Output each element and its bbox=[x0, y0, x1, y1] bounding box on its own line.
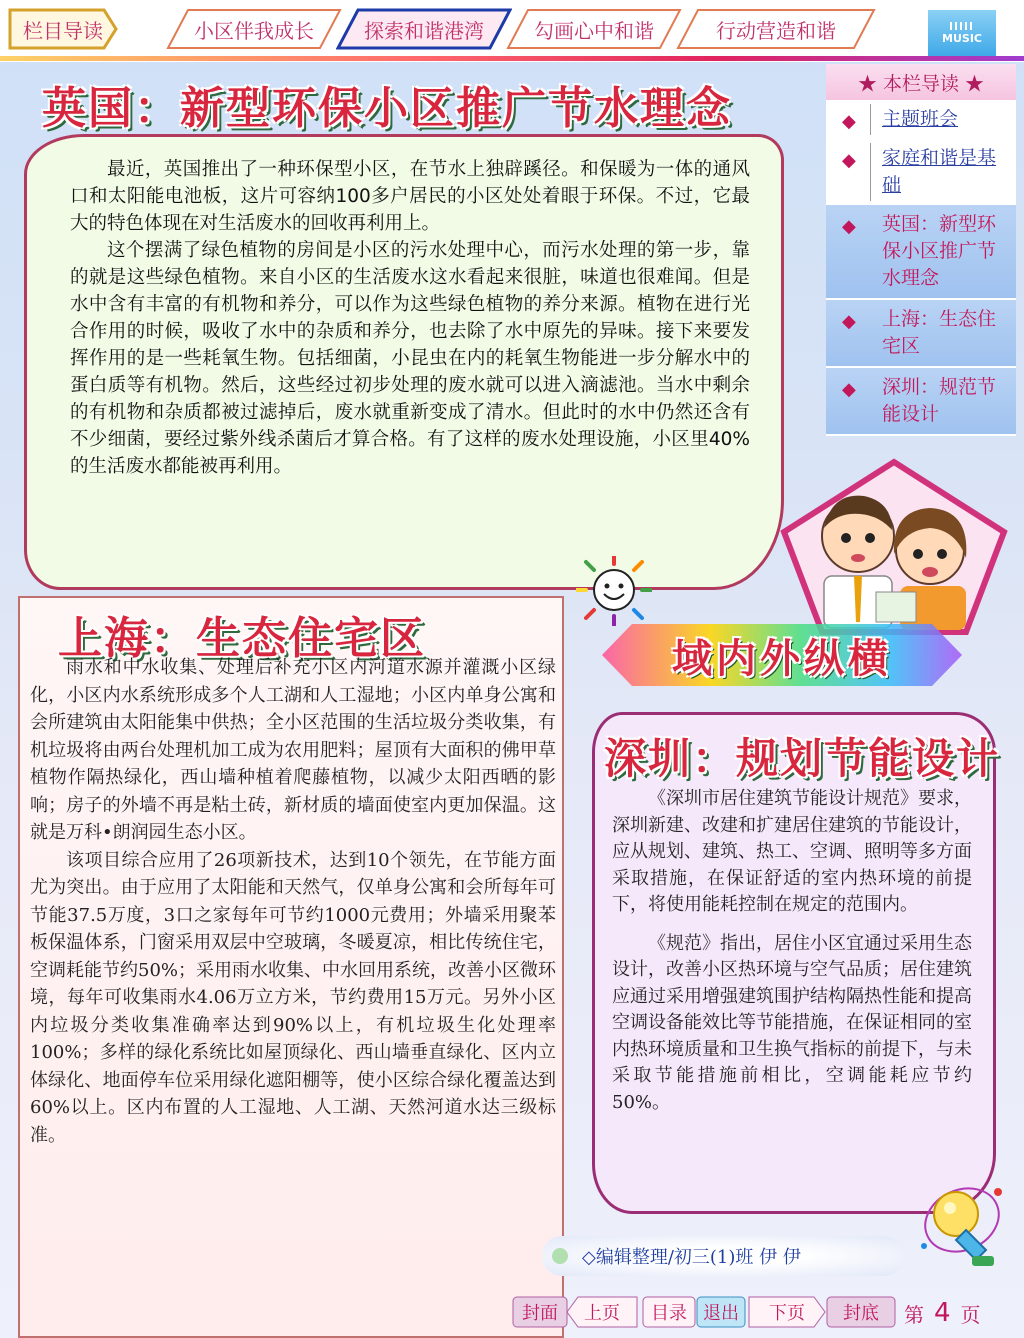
magic-lamp-icon bbox=[912, 1176, 1012, 1272]
pager-exit-button[interactable] bbox=[696, 1296, 746, 1328]
pager-label: 封面 bbox=[522, 1303, 558, 1324]
sidebar-item-label: 主题班会 bbox=[882, 108, 959, 130]
nav-tab-explore-active[interactable] bbox=[336, 8, 512, 50]
shenzhen-paragraph: 《深圳市居住建筑节能设计规范》要求，深圳新建、改建和扩建居住建筑的节能设计，应从规划、建筑、热工、空调、照明等多方面采取措施，在保证舒适的室内热环境的前提下，将使用能耗控制在规定的范围内。 bbox=[612, 788, 972, 915]
talking-children-illustration bbox=[780, 458, 1008, 636]
shanghai-article-body bbox=[30, 654, 556, 1149]
page-prefix: 第 bbox=[904, 1302, 924, 1327]
nav-tab-action[interactable] bbox=[676, 8, 876, 50]
sidebar-item-family-harmony[interactable] bbox=[826, 139, 1016, 205]
nav-tab-label: 勾画心中和谐 bbox=[534, 18, 654, 43]
editor-credit-text: ◇编辑整理/初三(1)班 伊 伊 bbox=[582, 1247, 801, 1268]
sidebar-item-label: 家庭和谐是基础 bbox=[882, 147, 997, 196]
section-guide-sidebar bbox=[826, 64, 1016, 436]
sidebar-item-label: 上海：生态住宅区 bbox=[882, 308, 997, 357]
page-suffix: 页 bbox=[960, 1302, 981, 1327]
world-banner-text: 域内外纵横 bbox=[672, 635, 892, 682]
nav-home-button[interactable] bbox=[8, 8, 118, 50]
nav-tab-grow[interactable] bbox=[166, 8, 342, 50]
pager-next-button[interactable] bbox=[748, 1296, 826, 1328]
diamond-bullet-icon: ◆ bbox=[842, 150, 856, 171]
pager-contents-button[interactable] bbox=[642, 1296, 696, 1328]
diamond-bullet-icon: ◆ bbox=[842, 216, 856, 237]
smiling-sun-icon bbox=[576, 556, 652, 626]
decor-dot-icon bbox=[552, 1248, 568, 1264]
music-icon bbox=[950, 22, 974, 30]
uk-paragraph: 这个摆满了绿色植物的房间是小区的污水处理中心，而污水处理的第一步，靠的就是这些绿色植物。来自小区的生活废水这水看起来很脏，味道也很难闻。但是水中含有丰富的有机物和养分，可以作为这些绿色植物的养分来源。植物在进行光合作用的时候，吸收了水中的杂质和养分，也去除了水中原先的异味。接下来要发挥作用的是一些耗氧生物。包括细菌，小昆虫在内的耗氧生物能进一步分解水中的蛋白质等有机物。然后，这些经过初步处理的废水就可以进入滴滤池。当水中剩余的有机物和杂质都被过滤掉后，废水就重新变成了清水。但此时的水中仍然还含有不少细菌，要经过紫外线杀菌后才算合格。有了这样的废水处理设施，小区里40%的生活废水都能被再利用。 bbox=[70, 240, 750, 477]
nav-tab-label: 行动营造和谐 bbox=[716, 18, 836, 43]
nav-tab-draw[interactable] bbox=[506, 8, 682, 50]
sidebar-item-shanghai[interactable] bbox=[826, 300, 1016, 368]
page-number: 4 bbox=[934, 1298, 951, 1328]
sidebar-item-label: 深圳：规范节能设计 bbox=[882, 376, 997, 425]
nav-home-label: 栏目导读 bbox=[23, 18, 103, 43]
sidebar-item-label: 英国：新型环保小区推广节水理念 bbox=[882, 213, 997, 289]
nav-tab-label: 小区伴我成长 bbox=[194, 18, 314, 43]
sidebar-title: ★ 本栏导读 ★ bbox=[826, 64, 1016, 100]
sidebar-item-uk[interactable] bbox=[826, 205, 1016, 300]
shenzhen-article-title: 深圳：规划节能设计 bbox=[604, 734, 1001, 783]
nav-divider-stripe bbox=[0, 56, 1024, 61]
pager-label: 上页 bbox=[584, 1303, 620, 1324]
pager-label: 退出 bbox=[703, 1303, 739, 1324]
pager-label: 目录 bbox=[651, 1303, 687, 1324]
top-nav-bar bbox=[0, 0, 1024, 62]
shenzhen-article-body bbox=[612, 786, 972, 1128]
pager-back-cover-button[interactable] bbox=[826, 1296, 896, 1328]
diamond-bullet-icon: ◆ bbox=[842, 111, 856, 132]
diamond-bullet-icon: ◆ bbox=[842, 311, 856, 332]
sidebar-item-shenzhen[interactable] bbox=[826, 368, 1016, 436]
pager-label: 下页 bbox=[769, 1303, 805, 1324]
music-toggle-button[interactable] bbox=[928, 10, 996, 56]
sidebar-item-class-meeting[interactable] bbox=[826, 100, 1016, 139]
shanghai-paragraph: 雨水和中水收集、处理后补充小区内河道水源并灌溉小区绿化，小区内水系统形成多个人工湖和人工湿地；小区内单身公寓和会所建筑由太阳能集中供热；全小区范围的生活垃圾分类收集，有机垃圾将由两台处理机加工成为农用肥料；屋顶有大面积的佛甲草植物作隔热绿化，西山墙种植着爬藤植物，以减少太阳西晒的影响；房子的外墙不再是粘土砖，新材质的墙面使室内更加保温。这就是万科•朗润园生态小区。 bbox=[30, 657, 556, 843]
pager-label: 封底 bbox=[843, 1303, 879, 1324]
shanghai-paragraph: 该项目综合应用了26项新技术，达到10个领先，在节能方面尤为突出。由于应用了太阳能和天然气，仅单身公寓和会所每年可节能37.5万度，3口之家每年可节约1000元费用；外墙采用聚苯板保温体系，门窗采用双层中空玻璃，冬暖夏凉，相比传统住宅，空调耗能节约50%；采用雨水收集、中水回用系统，改善小区微环境，每年可收集雨水4.06万立方米，节约费用15万元。另外小区内垃圾分类收集准确率达到90%以上，有机垃圾生化处理率100%；多样的绿化系统比如屋顶绿化、西山墙垂直绿化、区内立体绿化、地面停车位采用绿化遮阳棚等，使小区综合绿化覆盖达到60%以上。区内布置的人工湿地、人工湖、天然河道水达三级标准。 bbox=[30, 849, 557, 1146]
diamond-bullet-icon: ◆ bbox=[842, 379, 856, 400]
uk-paragraph: 最近，英国推出了一种环保型小区，在节水上独辟蹊径。和保暖为一体的通风口和太阳能电池板，这片可容纳100多户居民的小区处处着眼于环保。不过，它最大的特色体现在对生活废水的回收再利用上。 bbox=[70, 159, 750, 234]
nav-tab-label: 探索和谐港湾 bbox=[364, 18, 484, 43]
shanghai-article-title: 上海：生态住宅区 bbox=[58, 613, 426, 664]
music-label: MUSIC bbox=[942, 32, 982, 45]
uk-article-title: 英国：新型环保小区推广节水理念 bbox=[42, 83, 732, 134]
pager-prev-button[interactable] bbox=[566, 1296, 638, 1328]
page-number-indicator bbox=[904, 1296, 981, 1330]
pager-cover-button[interactable] bbox=[512, 1296, 568, 1328]
world-news-banner bbox=[602, 620, 962, 690]
editor-credit bbox=[542, 1236, 904, 1276]
uk-article-body bbox=[70, 156, 750, 480]
shenzhen-paragraph: 《规范》指出，居住小区宜通过采用生态设计，改善小区热环境与空气品质；居住建筑应通过采用增强建筑围护结构隔热性能和提高空调设备能效比等节能措施，在保证相同的室内热环境质量和卫生换气指标的前提下，与未采取节能措施前相比，空调能耗应节约50%。 bbox=[612, 932, 972, 1113]
